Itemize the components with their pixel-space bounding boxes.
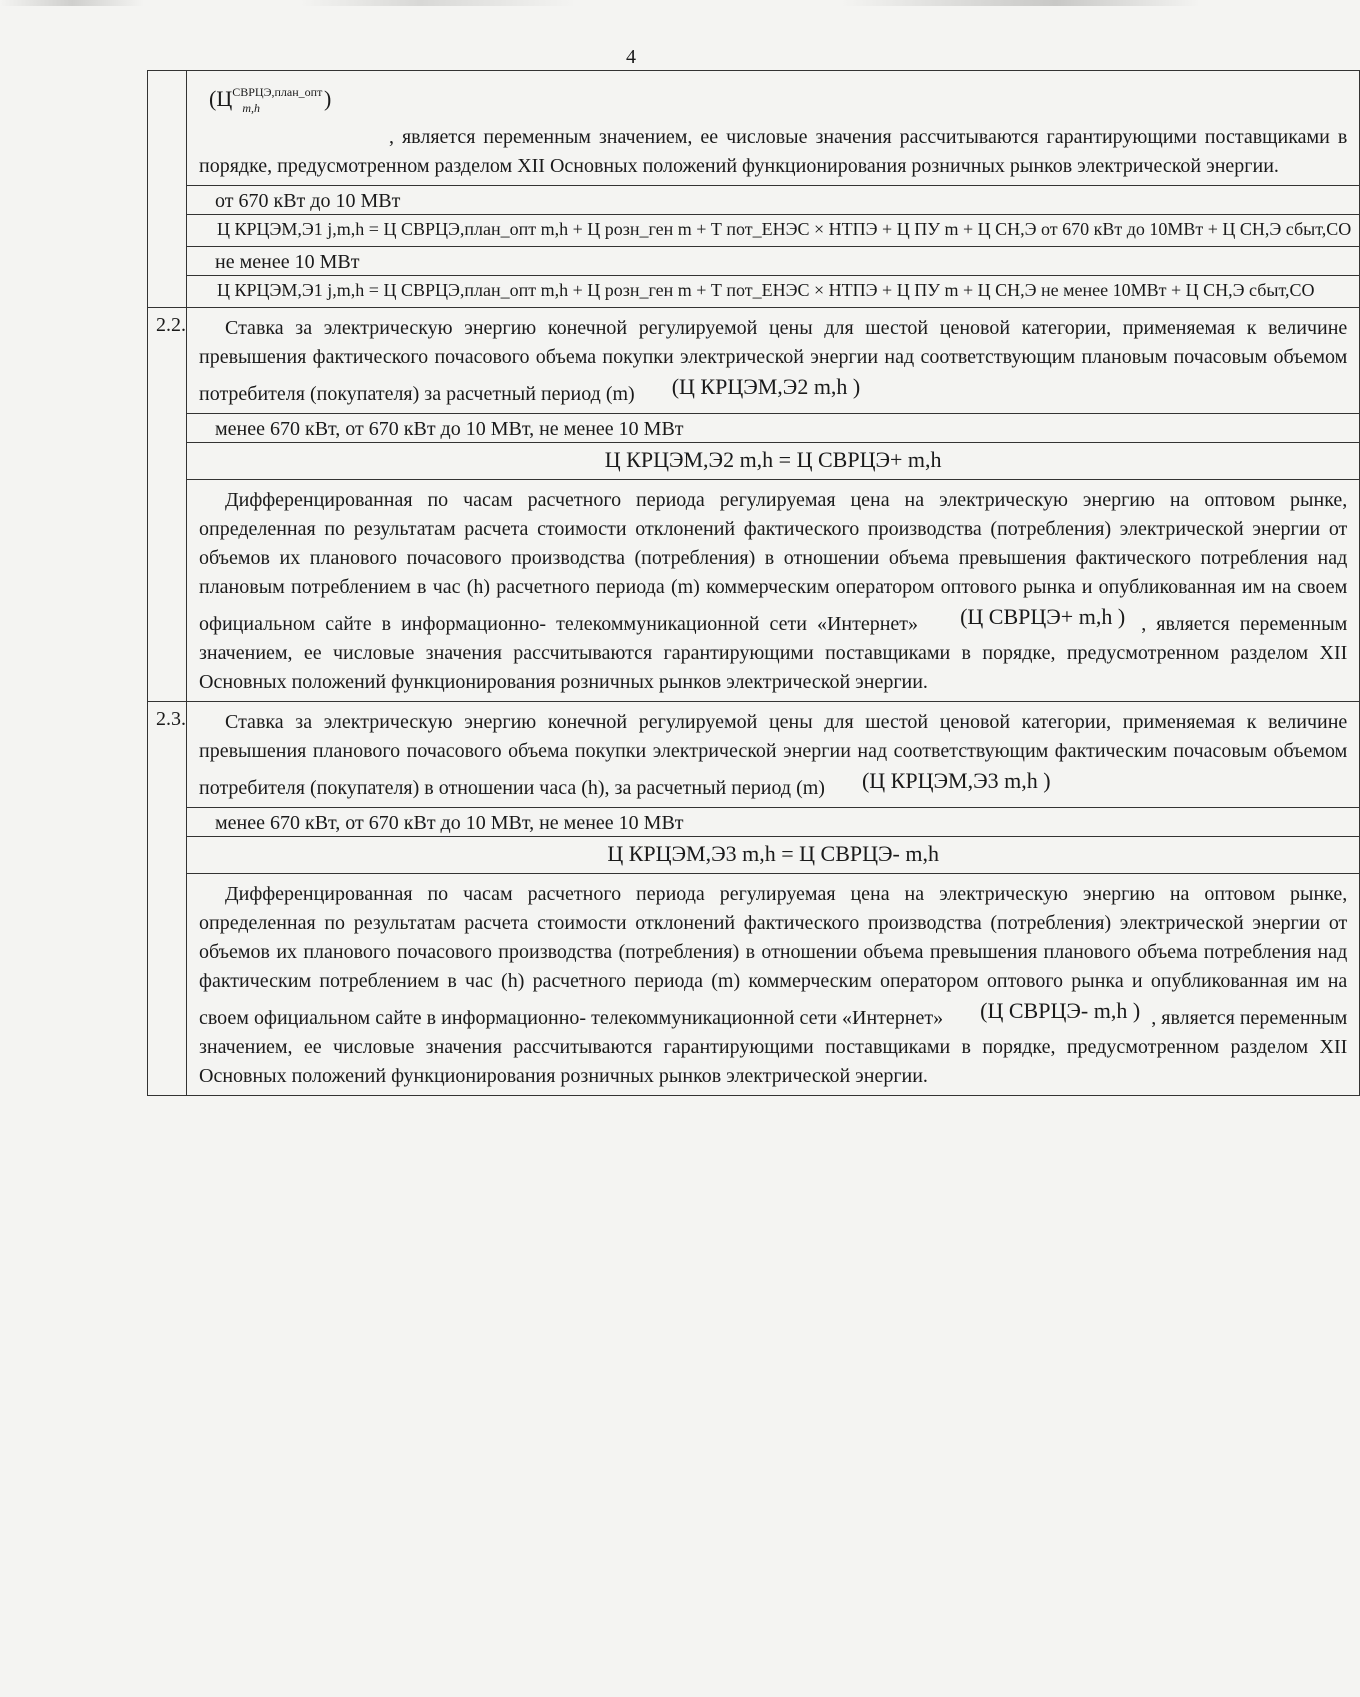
table-row [148, 186, 1360, 215]
formula-e2: Ц КРЦЭМ,Э2 m,h = Ц СВРЦЭ+ m,h [187, 443, 1360, 480]
paragraph: , является переменным значением, ее числовые значения рассчитываются гарантирующими поставщиками в порядке, предусмотренном разделом XII Основных положений функционирования розничных рынков электрической энергии. [199, 613, 1348, 693]
table-row [148, 308, 1360, 414]
paragraph: Ставка за электрическую энергию конечной регулируемой цены для шестой ценовой категории, применяемая к величине превышения фактического почасового объема покупки электрической энергии над соответствующим плановым почасовым объемом потребителя (покупателя) за расчетный период (m) [199, 317, 1348, 405]
paragraph: Дифференцированная по часам расчетного периода регулируемая цена на электрическую энергию на оптовом рынке, определенная по результатам расчета стоимости отклонений фактического производства (потребления) электрической энергии от объемов их планового почасового производства (потребления) в отношении объема превышения фактического потребления над плановым потреблением в час (h) расчетного периода (m) коммерческим оператором оптового рынка и опубликованная им на своем официальном сайте в информационно- [199, 489, 1348, 635]
range-label: менее 670 кВт, от 670 кВт до 10 МВт, не менее 10 МВт [187, 414, 1360, 443]
table-row [148, 215, 1360, 247]
text-cell [187, 702, 1360, 808]
table-row [148, 443, 1360, 480]
paragraph: , является переменным значением, ее числовые значения рассчитываются гарантирующими поставщиками в порядке, предусмотренном разделом XII Основных положений функционирования розничных рынков электрической энергии. [199, 1007, 1348, 1087]
table-row [148, 808, 1360, 837]
text-cell [187, 308, 1360, 414]
price-symbol-formula: (Ц СВРЦЭ+ m,h ) [960, 604, 1126, 629]
range-label: менее 670 кВт, от 670 кВт до 10 МВт, не менее 10 МВт [187, 808, 1360, 837]
paragraph: Ставка за электрическую энергию конечной регулируемой цены для шестой ценовой категории, применяемая к величине превышения планового почасового объема покупки электрической энергии над соответствующим фактическим почасовым объемом потребителя (покупателя) в отношении часа (h), за расчетный период (m) [199, 711, 1348, 799]
formula-670kw-10mw: Ц КРЦЭМ,Э1 j,m,h = Ц СВРЦЭ,план_опт m,h + Ц розн_ген m + Т пот_ЕНЭС × НТПЭ + Ц ПУ m + Ц СН,Э от 670 кВт до 10МВт + Ц СН,Э сбыт,СО [187, 215, 1360, 247]
price-symbol-formula: (Ц КРЦЭМ,Э3 m,h ) [861, 768, 1051, 793]
table-row [148, 702, 1360, 808]
text-cell [187, 874, 1360, 1096]
table-row [148, 247, 1360, 276]
price-symbol-formula: ($Ц^{СВРЦЭ,план\_опт}_{m,h}$ ) [209, 85, 332, 115]
table-row [148, 71, 1360, 186]
section-number: 2.3. [148, 702, 187, 1096]
price-symbol-formula: (Ц СВРЦЭ- m,h ) [980, 998, 1141, 1023]
range-label: от 670 кВт до 10 МВт [187, 186, 1360, 215]
paragraph: телекоммуникационной сети «Интернет» [556, 613, 919, 635]
scan-top-edge [0, 0, 1200, 6]
tariff-table [147, 70, 1360, 1096]
text-cell [187, 480, 1360, 702]
text-cell [187, 71, 1360, 186]
table-row [148, 837, 1360, 874]
price-symbol-formula: (Ц КРЦЭМ,Э2 m,h ) [671, 374, 861, 399]
page-number: 4 [626, 46, 636, 68]
table-row [148, 414, 1360, 443]
section-number: 2.2. [148, 308, 187, 702]
table-row [148, 874, 1360, 1096]
row-number-empty [148, 71, 187, 308]
table-row [148, 480, 1360, 702]
formula-not-less-10mw: Ц КРЦЭМ,Э1 j,m,h = Ц СВРЦЭ,план_опт m,h + Ц розн_ген m + Т пот_ЕНЭС × НТПЭ + Ц ПУ m + Ц СН,Э не менее 10МВт + Ц СН,Э сбыт,СО [187, 276, 1360, 308]
paragraph: телекоммуникационной сети «Интернет» [591, 1007, 944, 1029]
formula-e3: Ц КРЦЭМ,Э3 m,h = Ц СВРЦЭ- m,h [187, 837, 1360, 874]
paragraph: , является переменным значением, ее числовые значения рассчитываются гарантирующими поставщиками в порядке, предусмотренном разделом XII Основных положений функционирования розничных рынков электрической энергии. [199, 126, 1348, 177]
range-label: не менее 10 МВт [187, 247, 1360, 276]
table-row [148, 276, 1360, 308]
paragraph: Дифференцированная по часам расчетного периода регулируемая цена на электрическую энергию на оптовом рынке, определенная по результатам расчета стоимости отклонений фактического производства (потребления) электрической энергии от объемов их планового почасового производства (потребления) в отношении объема превышения планового объема потребления над фактическим потреблением в час (h) расчетного периода (m) коммерческим оператором оптового рынка и опубликованная им на своем официальном сайте в информационно- [199, 883, 1348, 1029]
